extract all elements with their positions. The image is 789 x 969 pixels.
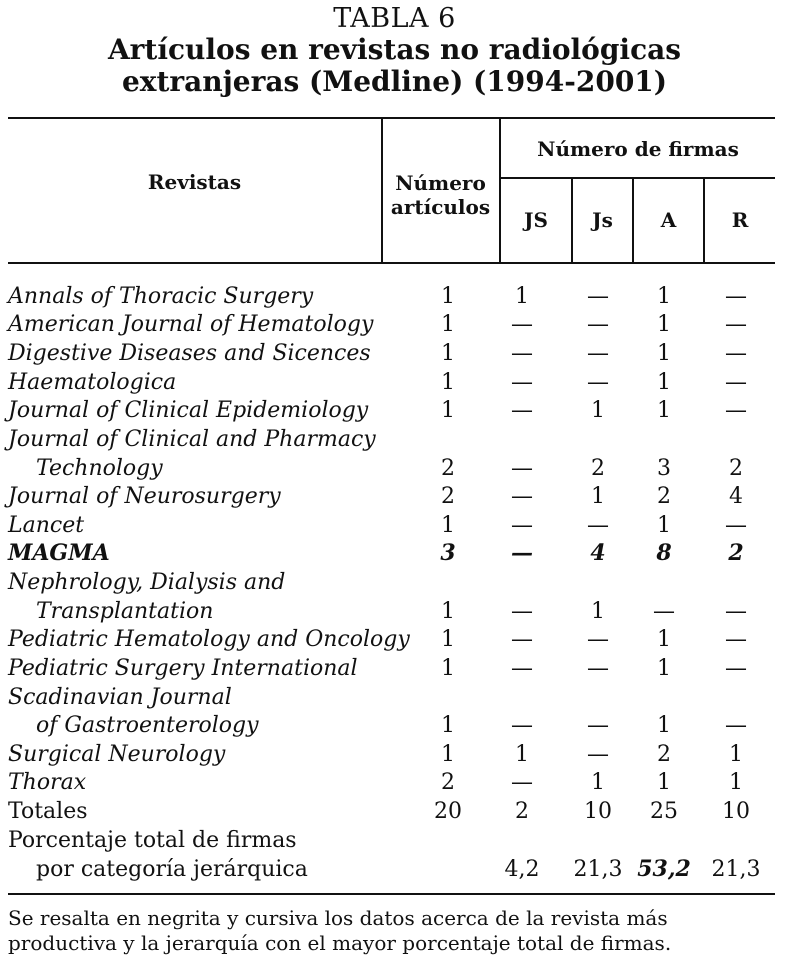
totals-label: Totales <box>8 799 88 824</box>
table-row <box>0 339 789 368</box>
cell-r: — <box>725 312 747 337</box>
journal-name-continued: of Gastroenterology <box>36 713 259 738</box>
cell-articulos: 1 <box>441 341 455 366</box>
cell-js-upper: — <box>511 370 533 395</box>
journal-name: Haematologica <box>8 370 177 395</box>
cell-r: — <box>725 713 747 738</box>
cell-a: 1 <box>657 398 671 423</box>
journal-name: Journal of Clinical and Pharmacy <box>8 427 376 452</box>
cell-articulos: 1 <box>441 398 455 423</box>
cell-a: 2 <box>657 484 671 509</box>
cell-js-upper: — <box>511 713 533 738</box>
cell-js-lower: 1 <box>591 484 605 509</box>
table-row <box>0 454 789 483</box>
header-bottom-rule <box>8 262 775 264</box>
cell-a: 8 <box>656 540 672 566</box>
cell-r: — <box>725 341 747 366</box>
percentage-row <box>0 826 789 855</box>
cell-articulos: 3 <box>440 540 456 566</box>
journal-name: Annals of Thoracic Surgery <box>8 284 314 309</box>
cell-r: — <box>725 398 747 423</box>
cell-articulos: 2 <box>441 770 455 795</box>
journal-name: Scadinavian Journal <box>8 685 232 710</box>
cell-r: — <box>725 599 747 624</box>
cell-js-upper: 1 <box>515 284 529 309</box>
cell-a: 1 <box>657 341 671 366</box>
total-js-upper: 2 <box>515 799 529 824</box>
title-line-1: Artículos en revistas no radiológicas <box>107 33 682 66</box>
journal-name: Digestive Diseases and Sicences <box>8 341 371 366</box>
cell-js-lower: — <box>587 341 609 366</box>
cell-r: 4 <box>729 484 743 509</box>
title-line-2: extranjeras (Medline) (1994-2001) <box>121 65 668 98</box>
table-row <box>0 482 789 511</box>
journal-name: Thorax <box>8 770 87 795</box>
journal-name: MAGMA <box>8 540 110 566</box>
table-caption: TABLA 6 <box>333 3 456 34</box>
table-row <box>0 425 789 454</box>
percentage-js-upper: 4,2 <box>504 857 540 882</box>
percentage-label-line-1: Porcentaje total de firmas <box>8 828 297 853</box>
table-row <box>0 310 789 339</box>
cell-r: — <box>725 284 747 309</box>
header-r: R <box>731 208 749 232</box>
cell-a: 1 <box>657 656 671 681</box>
table-row <box>0 683 789 712</box>
cell-r: 1 <box>729 742 743 767</box>
cell-r: — <box>725 370 747 395</box>
cell-r: 2 <box>728 540 744 566</box>
firmas-rule <box>500 177 775 179</box>
cell-js-lower: — <box>587 284 609 309</box>
cell-articulos: 1 <box>441 284 455 309</box>
cell-js-lower: 1 <box>591 398 605 423</box>
cell-a: 1 <box>657 312 671 337</box>
cell-js-lower: — <box>587 312 609 337</box>
header-js-upper: JS <box>524 208 548 232</box>
footnote: Se resalta en negrita y cursiva los datos acerca de la revista más productiva y la jerarquía con el mayor porcentaje total de firmas. <box>8 906 672 955</box>
cell-a: 1 <box>657 284 671 309</box>
percentage-a: 53,2 <box>637 856 691 882</box>
cell-js-lower: — <box>587 513 609 538</box>
total-r: 10 <box>722 799 750 824</box>
total-a: 25 <box>650 799 678 824</box>
cell-r: 2 <box>729 456 743 481</box>
cell-js-lower: — <box>587 713 609 738</box>
cell-articulos: 1 <box>441 513 455 538</box>
percentage-js-lower: 21,3 <box>573 857 623 882</box>
table-row <box>0 282 789 311</box>
cell-articulos: 1 <box>441 742 455 767</box>
cell-articulos: 2 <box>441 484 455 509</box>
journal-name: Journal of Clinical Epidemiology <box>8 398 369 423</box>
cell-a: 2 <box>657 742 671 767</box>
cell-js-upper: — <box>511 513 533 538</box>
cell-articulos: 1 <box>441 370 455 395</box>
journal-name: Pediatric Surgery International <box>8 656 358 681</box>
cell-js-upper: — <box>511 656 533 681</box>
table-row <box>0 711 789 740</box>
header-a: A <box>660 208 677 232</box>
table-row <box>0 597 789 626</box>
header-numero-firmas: Número de firmas <box>537 137 739 161</box>
journal-name: American Journal of Hematology <box>8 312 374 337</box>
table-row <box>0 768 789 797</box>
percentage-label-line-2: por categoría jerárquica <box>36 857 308 882</box>
cell-articulos: 1 <box>441 312 455 337</box>
header-numero-line-1: Número <box>395 171 486 195</box>
cell-js-lower: 4 <box>590 540 606 566</box>
journal-name-continued: Technology <box>36 456 163 481</box>
footnote-rule <box>8 893 775 895</box>
table-row <box>0 396 789 425</box>
table-row <box>0 654 789 683</box>
cell-js-lower: — <box>587 656 609 681</box>
cell-a: — <box>653 599 675 624</box>
cell-r: — <box>725 627 747 652</box>
journal-name: Pediatric Hematology and Oncology <box>8 627 410 652</box>
header-js-lower: Js <box>592 208 613 232</box>
cell-js-upper: — <box>511 341 533 366</box>
cell-js-upper: — <box>511 627 533 652</box>
cell-a: 1 <box>657 770 671 795</box>
journal-name: Surgical Neurology <box>8 742 226 767</box>
header-numero-articulos <box>382 171 499 219</box>
table-row <box>0 740 789 769</box>
table-row <box>0 511 789 540</box>
journal-name: Lancet <box>8 513 85 538</box>
cell-r: 1 <box>729 770 743 795</box>
cell-a: 1 <box>657 513 671 538</box>
journal-name: Nephrology, Dialysis and <box>8 570 286 595</box>
cell-js-lower: — <box>587 742 609 767</box>
cell-js-upper: — <box>511 398 533 423</box>
total-js-lower: 10 <box>584 799 612 824</box>
table-row <box>0 568 789 597</box>
percentage-row <box>0 855 789 884</box>
cell-js-lower: — <box>587 627 609 652</box>
table-row-highlighted <box>0 539 789 568</box>
cell-js-upper: — <box>511 540 533 566</box>
journal-name-continued: Transplantation <box>36 599 214 624</box>
cell-a: 1 <box>657 627 671 652</box>
cell-js-upper: — <box>511 770 533 795</box>
totals-row <box>0 797 789 826</box>
table-row <box>0 368 789 397</box>
table-row <box>0 625 789 654</box>
cell-js-lower: — <box>587 370 609 395</box>
cell-articulos: 1 <box>441 599 455 624</box>
table-title <box>0 34 789 98</box>
cell-a: 1 <box>657 370 671 395</box>
cell-js-upper: — <box>511 484 533 509</box>
cell-js-lower: 1 <box>591 770 605 795</box>
cell-articulos: 2 <box>441 456 455 481</box>
journal-name: Journal of Neurosurgery <box>8 484 281 509</box>
cell-js-upper: — <box>511 312 533 337</box>
cell-r: — <box>725 513 747 538</box>
cell-a: 3 <box>657 456 671 481</box>
cell-js-lower: 2 <box>591 456 605 481</box>
cell-js-upper: — <box>511 599 533 624</box>
cell-a: 1 <box>657 713 671 738</box>
cell-r: — <box>725 656 747 681</box>
cell-articulos: 1 <box>441 713 455 738</box>
cell-articulos: 1 <box>441 656 455 681</box>
header-revistas: Revistas <box>147 170 242 194</box>
cell-js-lower: 1 <box>591 599 605 624</box>
cell-articulos: 1 <box>441 627 455 652</box>
header-numero-line-2: artículos <box>390 195 491 219</box>
cell-js-upper: 1 <box>515 742 529 767</box>
cell-js-upper: — <box>511 456 533 481</box>
total-articulos: 20 <box>434 799 462 824</box>
percentage-r: 21,3 <box>711 857 761 882</box>
top-rule <box>8 117 775 119</box>
